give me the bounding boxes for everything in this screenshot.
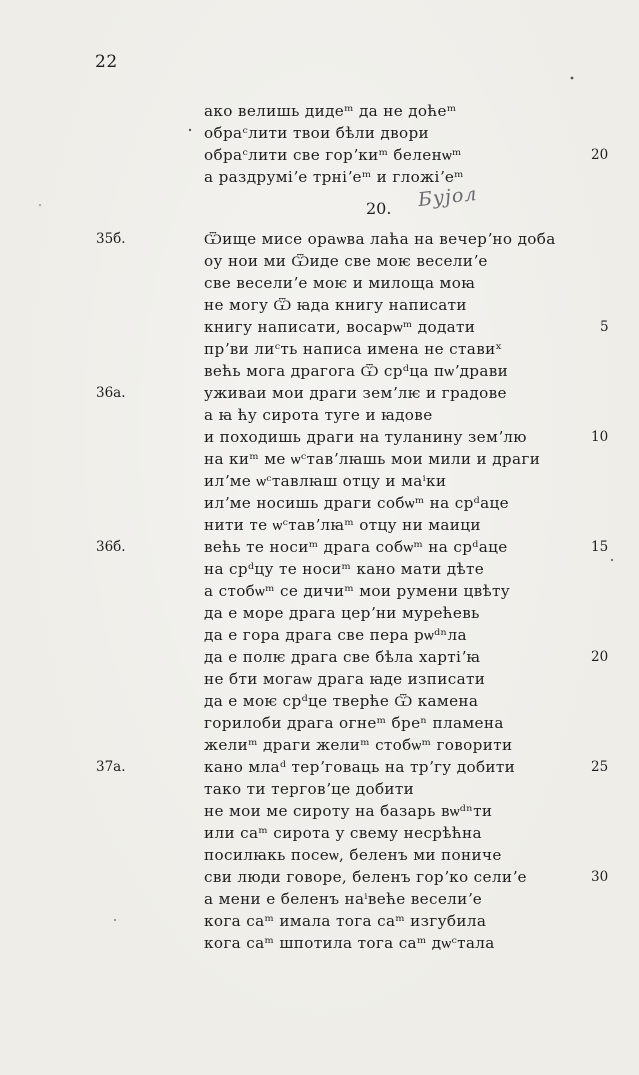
verse-line: ако велишь дидеᵐ да не доћеᵐ — [204, 102, 457, 120]
verse-line: на срᵈцу те носиᵐ кано мати дѣте — [204, 560, 485, 578]
verse-line: не мои ме сироту на базарь вѡᵈⁿти — [204, 802, 493, 820]
verse-line: да е полѥ драга све бѣла хартіʼꙗ — [204, 648, 481, 666]
verse-line: уживаи мои драги земʼлѥ и градове — [204, 384, 507, 402]
verse-line: и походишь драги на туланину земʼлю — [204, 428, 527, 446]
verse-line: или саᵐ сирота у свему несрѣћна — [204, 824, 482, 842]
verse-line: а ꙗ ћу сирота туге и ꙗдове — [204, 406, 433, 424]
line-number: 15 — [591, 539, 609, 555]
verse-line: кано млаᵈ терʼговаць на трʼгу добити — [204, 758, 516, 776]
verse-line: све веселиʼе моѥ и милоща моꙗ — [204, 274, 476, 292]
verse-line: книгу написати, восарѡᵐ додати — [204, 318, 476, 336]
verse-line: оу нои ми Ѿиде све моѥ веселиʼе — [204, 252, 488, 270]
verse-line: већь те носиᵐ драга собѡᵐ на срᵈаце — [204, 538, 508, 556]
line-number: 30 — [591, 869, 609, 885]
verse-line: не бти могаѡ драга ꙗде изписати — [204, 670, 486, 688]
manuscript-folio-ref: 37а. — [96, 759, 126, 775]
paper-speck — [571, 77, 574, 80]
verse-line: не могу Ѿ ꙗда книгу написати — [204, 296, 467, 314]
verse-line: а стобѡᵐ се дичиᵐ мои румени цвѣту — [204, 582, 511, 600]
verse-line: да е гора драга све пера рѡᵈⁿла — [204, 626, 467, 644]
verse-line: Ѿище мисе ораѡва лаћа на вечерʼно доба — [204, 230, 556, 248]
line-number: 25 — [591, 759, 609, 775]
line-number: 20 — [591, 147, 609, 163]
verse-line: обраᶜлити твои бѣли двори — [204, 124, 430, 142]
manuscript-folio-ref: 36б. — [96, 539, 126, 555]
verse-line: нити те ѡᶜтавʼлꙗᵐ отцу ни маици — [204, 516, 481, 534]
poem-title: 20. — [366, 199, 392, 218]
line-number: 5 — [600, 319, 609, 335]
verse-line: желиᵐ драги желиᵐ стобѡᵐ говорити — [204, 736, 513, 754]
verse-line: на киᵐ ме ѡᶜтавʼлꙗшь мои мили и драги — [204, 450, 541, 468]
verse-line: илʼме носишь драги собѡᵐ на срᵈаце — [204, 494, 509, 512]
verse-line: посилꙗкь посеѡ, беленъ ми поничe — [204, 846, 502, 864]
manuscript-folio-ref: 36а. — [96, 385, 126, 401]
verse-line: прʼви лиᶜть написа имена не ставиˣ — [204, 340, 503, 358]
manuscript-folio-ref: 35б. — [96, 231, 126, 247]
paper-speck — [189, 129, 191, 131]
verse-line: а мени е беленъ наⁱвеће веселиʼе — [204, 890, 483, 908]
verse-line: горилоби драга огнеᵐ бреⁿ пламена — [204, 714, 504, 732]
handwritten-annotation: Бујол — [417, 182, 479, 212]
line-number: 10 — [591, 429, 609, 445]
verse-line: да е море драга церʼни мурећевь — [204, 604, 480, 622]
verse-line: кога саᵐ имала тога саᵐ изгубила — [204, 912, 487, 930]
paper-speck — [39, 204, 41, 206]
verse-line: сви люди говоре, беленъ горʼко селиʼе — [204, 868, 527, 886]
verse-line: кога саᵐ шпотила тога саᵐ дѡᶜтала — [204, 934, 495, 952]
paper-speck — [114, 919, 116, 921]
verse-line: обраᶜлити све горʼкиᵐ беленѡᵐ — [204, 146, 462, 164]
verse-line: илʼме ѡᶜтавлꙗш отцу и маⁱки — [204, 472, 447, 490]
page-number: 22 — [95, 52, 118, 72]
verse-line: тако ти терговʼце добити — [204, 780, 415, 798]
verse-line: да е моѥ срᵈце тверће Ѿ камена — [204, 692, 479, 710]
verse-line: већь мога драгога Ѿ срᵈца пѡʼдрави — [204, 362, 509, 380]
line-number: 20 — [591, 649, 609, 665]
verse-line: а раздруміʼе трніʼеᵐ и гложіʼеᵐ — [204, 168, 464, 186]
paper-speck — [611, 559, 613, 561]
